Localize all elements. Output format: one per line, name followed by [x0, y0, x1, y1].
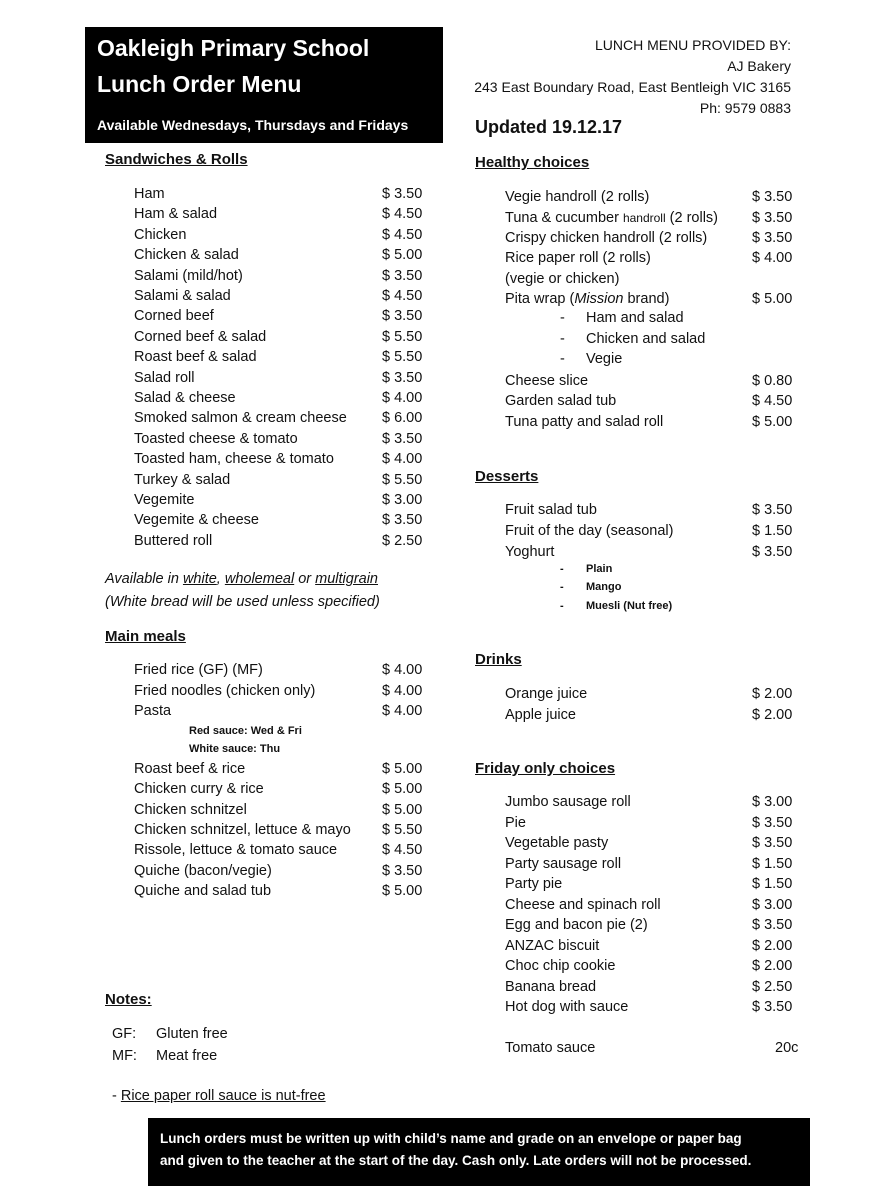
yoghurt-option-dash: -	[560, 563, 564, 575]
friday-item: Jumbo sausage roll	[505, 794, 631, 810]
friday-price: $ 2.00	[752, 937, 793, 954]
friday-price: $ 3.50	[752, 835, 793, 851]
sandwich-price: $ 5.50	[382, 349, 423, 366]
main-meal-item: Chicken curry & rice	[134, 781, 264, 798]
yoghurt-option: Plain	[586, 563, 613, 575]
rice-note-text: Rice paper roll sauce is nut-free	[120, 1088, 326, 1104]
dessert-price: $ 1.50	[752, 522, 793, 539]
healthy-price: $ 0.80	[752, 373, 793, 389]
sandwich-price: $ 3.50	[382, 186, 423, 202]
main-meal-item: Fried rice (GF) (MF)	[134, 662, 263, 678]
friday-price: $ 1.50	[752, 876, 793, 892]
friday-item: Vegetable pasty	[505, 835, 609, 851]
sandwich-price: $ 3.50	[382, 512, 423, 529]
sandwich-item: Roast beef & salad	[134, 349, 257, 366]
sandwich-item: Ham	[134, 186, 165, 202]
main-meal-price: $ 5.50	[382, 821, 423, 838]
healthy-item: Tuna patty and salad roll	[505, 413, 664, 430]
friday-item: Banana bread	[505, 978, 597, 995]
bread-note	[105, 571, 378, 587]
pita-a: Pita wrap (	[505, 291, 575, 307]
footer-line-1: Lunch orders must be written up with child’s name and grade on an envelope or paper bag	[160, 1131, 742, 1146]
pita-option-dash: -	[560, 331, 565, 347]
pita-brand: Mission	[574, 291, 624, 307]
sandwich-price: $ 4.00	[382, 451, 423, 468]
title-box	[85, 27, 443, 143]
pita-option: Ham and salad	[586, 310, 684, 326]
main-meal-item: Quiche (bacon/vegie)	[134, 862, 272, 879]
sandwich-price: $ 3.50	[382, 430, 423, 447]
rice-paper-roll-price: $ 4.00	[752, 250, 793, 266]
friday-price: $ 2.50	[752, 978, 793, 995]
main-meal-price: $ 5.00	[382, 882, 423, 899]
main-meal-price: $ 5.00	[382, 801, 423, 818]
drink-price: $ 2.00	[752, 686, 793, 702]
friday-item: Cheese and spinach roll	[505, 896, 661, 913]
sandwich-item: Smoked salmon & cream cheese	[134, 410, 347, 427]
friday-item: Pie	[505, 814, 526, 831]
friday-item: Egg and bacon pie (2)	[505, 917, 648, 933]
sandwich-price: $ 6.00	[382, 410, 423, 427]
sandwich-item: Salad & cheese	[134, 390, 236, 406]
friday-price: $ 1.50	[752, 855, 793, 872]
rice-paper-roll: Rice paper roll (2 rolls)	[505, 250, 651, 266]
main-meal-price: $ 4.00	[382, 682, 423, 699]
vegie-handroll-price: $ 3.50	[752, 189, 793, 205]
pita-wrap	[505, 289, 669, 309]
friday-price: $ 2.00	[752, 958, 793, 974]
tuna-b: handroll	[622, 211, 666, 225]
sandwich-item: Turkey & salad	[134, 471, 231, 488]
sandwich-item: Vegemite	[134, 492, 195, 508]
bread-multigrain: multigrain	[315, 571, 378, 587]
sandwich-item: Salami & salad	[134, 288, 231, 304]
sandwich-price: $ 5.00	[382, 247, 423, 264]
tomato-sauce-price: 20c	[775, 1040, 799, 1056]
drink-item: Orange juice	[505, 686, 588, 702]
main-meal-price: $ 5.00	[382, 781, 423, 798]
pita-b: brand)	[623, 291, 670, 307]
yoghurt-option: Mango	[586, 581, 622, 593]
healthy-heading: Healthy choices	[475, 154, 590, 171]
dessert-item: Fruit of the day (seasonal)	[505, 522, 674, 539]
healthy-price: $ 4.50	[752, 393, 793, 410]
rice-paper-sub: (vegie or chicken)	[505, 271, 620, 287]
pita-option: Vegie	[586, 351, 623, 367]
sandwich-item: Salad roll	[134, 369, 195, 386]
mf-code: MF:	[112, 1048, 137, 1064]
sandwich-price: $ 5.50	[382, 328, 423, 345]
desserts-heading: Desserts	[475, 468, 539, 485]
rice-sauce-note	[112, 1086, 326, 1106]
drink-item: Apple juice	[505, 707, 576, 723]
friday-item: ANZAC biscuit	[505, 937, 600, 954]
gf-code: GF:	[112, 1026, 137, 1042]
sandwich-price: $ 3.50	[382, 267, 423, 284]
healthy-price: $ 5.00	[752, 413, 793, 430]
sandwich-item: Ham & salad	[134, 206, 218, 223]
dessert-price: $ 3.50	[752, 502, 793, 518]
main-meal-item: Fried noodles (chicken only)	[134, 682, 316, 699]
mf-text: Meat free	[156, 1048, 218, 1064]
sandwich-price: $ 4.50	[382, 226, 423, 243]
yoghurt-option-dash: -	[560, 581, 564, 593]
dessert-item: Yoghurt	[505, 543, 555, 560]
sandwich-price: $ 4.50	[382, 206, 423, 223]
sandwich-item: Corned beef	[134, 308, 214, 325]
pita-option-dash: -	[560, 351, 565, 367]
sandwich-price: $ 3.00	[382, 492, 423, 508]
drinks-heading: Drinks	[475, 651, 522, 668]
pasta-white-sauce: White sauce: Thu	[189, 743, 281, 755]
main-meal-item: Roast beef & rice	[134, 761, 246, 777]
pita-wrap-price: $ 5.00	[752, 291, 793, 307]
main-meal-item: Pasta	[134, 703, 172, 719]
main-meal-price: $ 4.00	[382, 662, 423, 678]
bread-comma: ,	[216, 571, 225, 587]
pita-option: Chicken and salad	[586, 331, 706, 347]
sandwich-price: $ 5.50	[382, 471, 423, 488]
provider-label: LUNCH MENU PROVIDED BY:	[594, 37, 791, 53]
tuna-handroll	[505, 208, 718, 228]
bread-or: or	[294, 571, 316, 587]
drink-price: $ 2.00	[752, 707, 793, 723]
sandwiches-heading: Sandwiches & Rolls	[105, 151, 248, 168]
main-meal-price: $ 5.00	[382, 761, 423, 777]
sandwich-price: $ 3.50	[382, 369, 423, 386]
updated-date: Updated 19.12.17	[475, 117, 623, 137]
sandwich-item: Corned beef & salad	[134, 328, 267, 345]
friday-price: $ 3.00	[752, 794, 793, 810]
footer-line-2: and given to the teacher at the start of the day. Cash only. Late orders will not be processed.	[160, 1153, 752, 1168]
tuna-a: Tuna & cucumber	[505, 210, 623, 226]
main-meal-price: $ 4.50	[382, 842, 423, 859]
friday-price: $ 3.50	[752, 999, 793, 1015]
sandwich-item: Buttered roll	[134, 532, 213, 549]
gf-text: Gluten free	[156, 1026, 228, 1042]
bread-white: white	[182, 571, 217, 587]
tuna-handroll-price: $ 3.50	[752, 210, 793, 226]
friday-item: Hot dog with sauce	[505, 999, 629, 1015]
friday-price: $ 3.50	[752, 814, 793, 831]
yoghurt-option: Muesli (Nut free)	[586, 600, 673, 612]
tuna-c: (2 rolls)	[665, 210, 719, 226]
tomato-sauce: Tomato sauce	[505, 1040, 596, 1056]
footer-notice	[148, 1118, 810, 1186]
healthy-item: Garden salad tub	[505, 393, 617, 410]
healthy-item: Cheese slice	[505, 373, 589, 389]
friday-price: $ 3.00	[752, 896, 793, 913]
sandwich-price: $ 4.00	[382, 390, 423, 406]
pasta-red-sauce: Red sauce: Wed & Fri	[189, 725, 302, 737]
rice-note-dash: -	[112, 1088, 121, 1104]
main-meal-price: $ 4.00	[382, 703, 423, 719]
sandwich-price: $ 4.50	[382, 288, 423, 304]
yoghurt-option-dash: -	[560, 600, 564, 612]
crispy-chicken-handroll: Crispy chicken handroll (2 rolls)	[505, 230, 708, 246]
friday-price: $ 3.50	[752, 917, 793, 933]
sandwich-price: $ 2.50	[382, 532, 423, 549]
main-meal-item: Rissole, lettuce & tomato sauce	[134, 842, 338, 859]
sandwich-item: Chicken	[134, 226, 187, 243]
dessert-price: $ 3.50	[752, 543, 793, 560]
crispy-chicken-price: $ 3.50	[752, 230, 793, 246]
friday-item: Party sausage roll	[505, 855, 622, 872]
provider-name: AJ Bakery	[727, 58, 791, 74]
bread-note-prefix: Available in	[105, 571, 183, 587]
friday-heading: Friday only choices	[475, 760, 616, 777]
sandwich-item: Chicken & salad	[134, 247, 239, 264]
notes-heading: Notes:	[105, 991, 152, 1008]
bread-note-2: (White bread will be used unless specified)	[105, 594, 380, 610]
friday-item: Party pie	[505, 876, 563, 892]
friday-item: Choc chip cookie	[505, 958, 616, 974]
main-meals-heading: Main meals	[105, 628, 186, 645]
sandwich-item: Salami (mild/hot)	[134, 267, 243, 284]
availability: Available Wednesdays, Thursdays and Fridays	[97, 117, 409, 133]
school-name: Oakleigh Primary School	[97, 35, 370, 61]
pita-option-dash: -	[560, 310, 565, 326]
menu-title: Lunch Order Menu	[97, 71, 302, 97]
vegie-handroll: Vegie handroll (2 rolls)	[505, 189, 650, 205]
main-meal-price: $ 3.50	[382, 862, 423, 879]
sandwich-price: $ 3.50	[382, 308, 423, 325]
sandwich-item: Vegemite & cheese	[134, 512, 259, 529]
bread-wholemeal: wholemeal	[224, 571, 295, 587]
main-meal-item: Chicken schnitzel, lettuce & mayo	[134, 821, 351, 838]
sandwich-item: Toasted cheese & tomato	[134, 430, 298, 447]
provider-address: 243 East Boundary Road, East Bentleigh VIC 3165	[474, 79, 791, 95]
main-meal-item: Quiche and salad tub	[134, 882, 272, 899]
main-meal-item: Chicken schnitzel	[134, 801, 247, 818]
sandwich-item: Toasted ham, cheese & tomato	[134, 451, 334, 468]
provider-phone: Ph: 9579 0883	[699, 100, 791, 116]
dessert-item: Fruit salad tub	[505, 502, 597, 518]
